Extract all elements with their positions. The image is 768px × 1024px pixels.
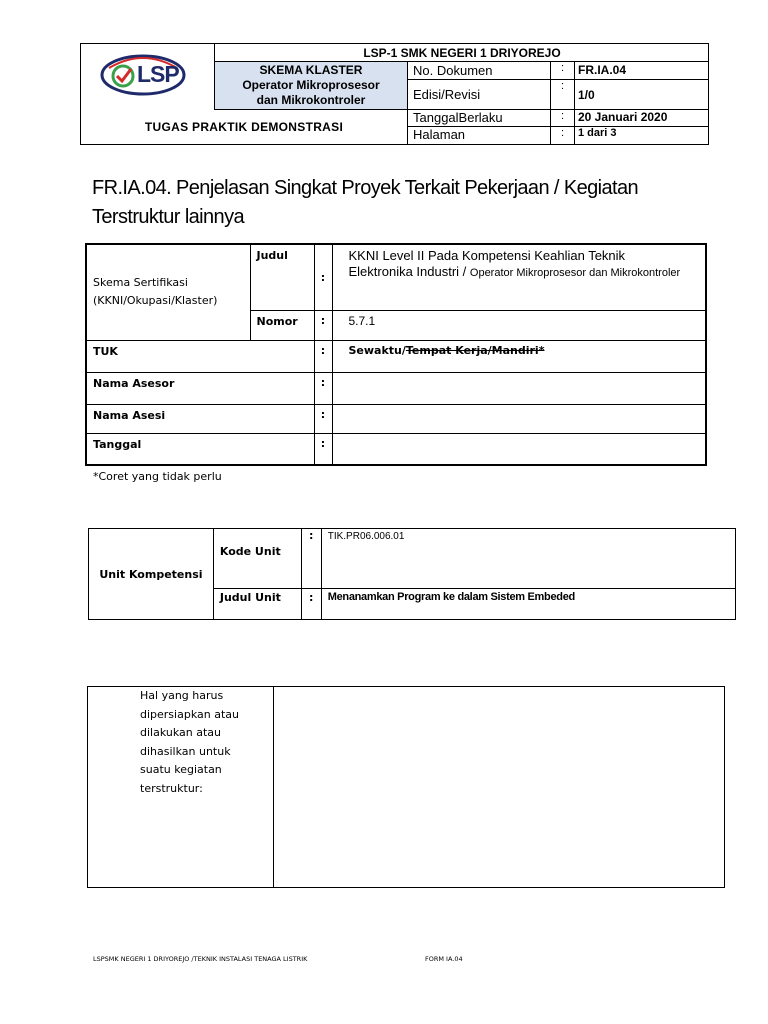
kegiatan-label-line: dilakukan atau	[140, 726, 221, 739]
halaman-label: Halaman	[413, 127, 466, 142]
page-title	[92, 174, 692, 232]
nomor-colon: :	[314, 310, 332, 340]
skema-cell	[215, 62, 408, 110]
kegiatan-label-line: terstruktur:	[140, 781, 203, 795]
asesi-colon: :	[314, 404, 332, 433]
kegiatan-label-line: dipersiapkan atau	[140, 707, 239, 721]
kegiatan-label	[88, 687, 274, 888]
kegiatan-label-line: Hal yang harus	[140, 689, 224, 702]
judul-unit-label: Judul Unit	[213, 589, 301, 620]
skema-label-sub: (KKNI/Okupasi/Klaster)	[93, 294, 218, 308]
asesor-colon: :	[314, 372, 332, 404]
kegiatan-answer-field[interactable]	[273, 687, 724, 888]
strike-note: *Coret yang tidak perlu	[93, 470, 222, 483]
tuk-colon: :	[314, 340, 332, 372]
asesi-field[interactable]	[332, 404, 706, 433]
title-line-2: Terstruktur lainnya	[92, 206, 244, 228]
tugas-title: TUGAS PRAKTIK DEMONSTRASI	[144, 120, 344, 134]
judul-colon: :	[314, 244, 332, 310]
asesi-label: Nama Asesi	[86, 404, 314, 433]
skema-line-2: Operator Mikroprosesor	[242, 78, 380, 92]
judul-value	[332, 244, 706, 310]
edisi-value: 1/0	[578, 88, 595, 102]
edisi-label: Edisi/Revisi	[413, 87, 481, 102]
tuk-value-struck: Tempat Kerja/Mandiri*	[405, 343, 545, 357]
org-name: LSP-1 SMK NEGERI 1 DRIYOREJO	[215, 44, 709, 62]
judul-unit-value: Menanamkan Program ke dalam Sistem Embeded	[321, 589, 735, 620]
edisi-colon: :	[550, 80, 575, 109]
edisi-row	[408, 80, 709, 110]
kegiatan-label-line: dihasilkan untuk	[140, 744, 231, 758]
tuk-label: TUK	[86, 340, 314, 372]
doc-info-rows	[408, 62, 709, 144]
kode-unit-value: TIK.PR06.006.01	[321, 529, 735, 589]
kode-unit-label: Kode Unit	[213, 529, 301, 589]
skema-line-1: SKEMA KLASTER	[259, 63, 363, 77]
header-grid	[80, 43, 709, 145]
tanggal-label: Tanggal	[86, 433, 314, 465]
halaman-row	[408, 127, 709, 144]
doc-no-value: FR.IA.04	[578, 63, 627, 77]
kegiatan-label-line: suatu kegiatan	[140, 763, 222, 776]
footer-right: FORM IA.04	[425, 955, 463, 963]
kode-unit-colon: :	[301, 529, 321, 589]
tanggal-field[interactable]	[332, 433, 706, 465]
tanggal-berlaku-row	[408, 110, 709, 127]
footer-left: LSPSMK NEGERI 1 DRIYOREJO /TEKNIK INSTALASI TENAGA LISTRIK	[93, 955, 308, 963]
tanggal-berlaku-label: TanggalBerlaku	[413, 110, 503, 125]
doc-no-colon: :	[550, 62, 575, 79]
skema-label-cell	[86, 244, 250, 340]
judul-label: Judul	[250, 244, 314, 310]
halaman-value: 1 dari 3	[578, 127, 617, 139]
tuk-value	[332, 340, 706, 372]
judul-unit-colon: :	[301, 589, 321, 620]
skema-label: Skema Sertifikasi	[93, 276, 188, 290]
asesor-field[interactable]	[332, 372, 706, 404]
nomor-value: 5.7.1	[332, 310, 706, 340]
asesor-label: Nama Asesor	[86, 372, 314, 404]
tanggal-colon: :	[314, 433, 332, 465]
logo-brand-text: LSP	[137, 61, 179, 87]
doc-no-row	[408, 62, 709, 80]
skema-line-3: dan Mikrokontroler	[256, 93, 366, 107]
judul-value-main: KKNI Level II Pada Kompetensi Keahlian Teknik Elektronika Industri /	[348, 248, 626, 279]
title-line-1: FR.IA.04. Penjelasan Singkat Proyek Terkait Pekerjaan / Kegiatan	[92, 177, 639, 199]
tanggal-berlaku-colon: :	[550, 110, 575, 126]
nomor-label: Nomor	[250, 310, 314, 340]
tugas-cell	[81, 110, 408, 144]
unit-label: Unit Kompetensi	[89, 529, 214, 620]
tuk-value-selected: Sewaktu/	[348, 343, 406, 357]
skema-form-table	[85, 243, 707, 466]
lsp-logo	[99, 50, 187, 103]
doc-no-label: No. Dokumen	[413, 63, 493, 78]
halaman-colon: :	[550, 127, 575, 144]
tanggal-berlaku-value: 20 Januari 2020	[578, 110, 668, 124]
logo-area	[81, 44, 215, 110]
kegiatan-table	[87, 686, 725, 888]
unit-kompetensi-table	[88, 528, 736, 620]
judul-value-sub: Operator Mikroprosesor dan Mikrokontroler	[469, 267, 681, 279]
